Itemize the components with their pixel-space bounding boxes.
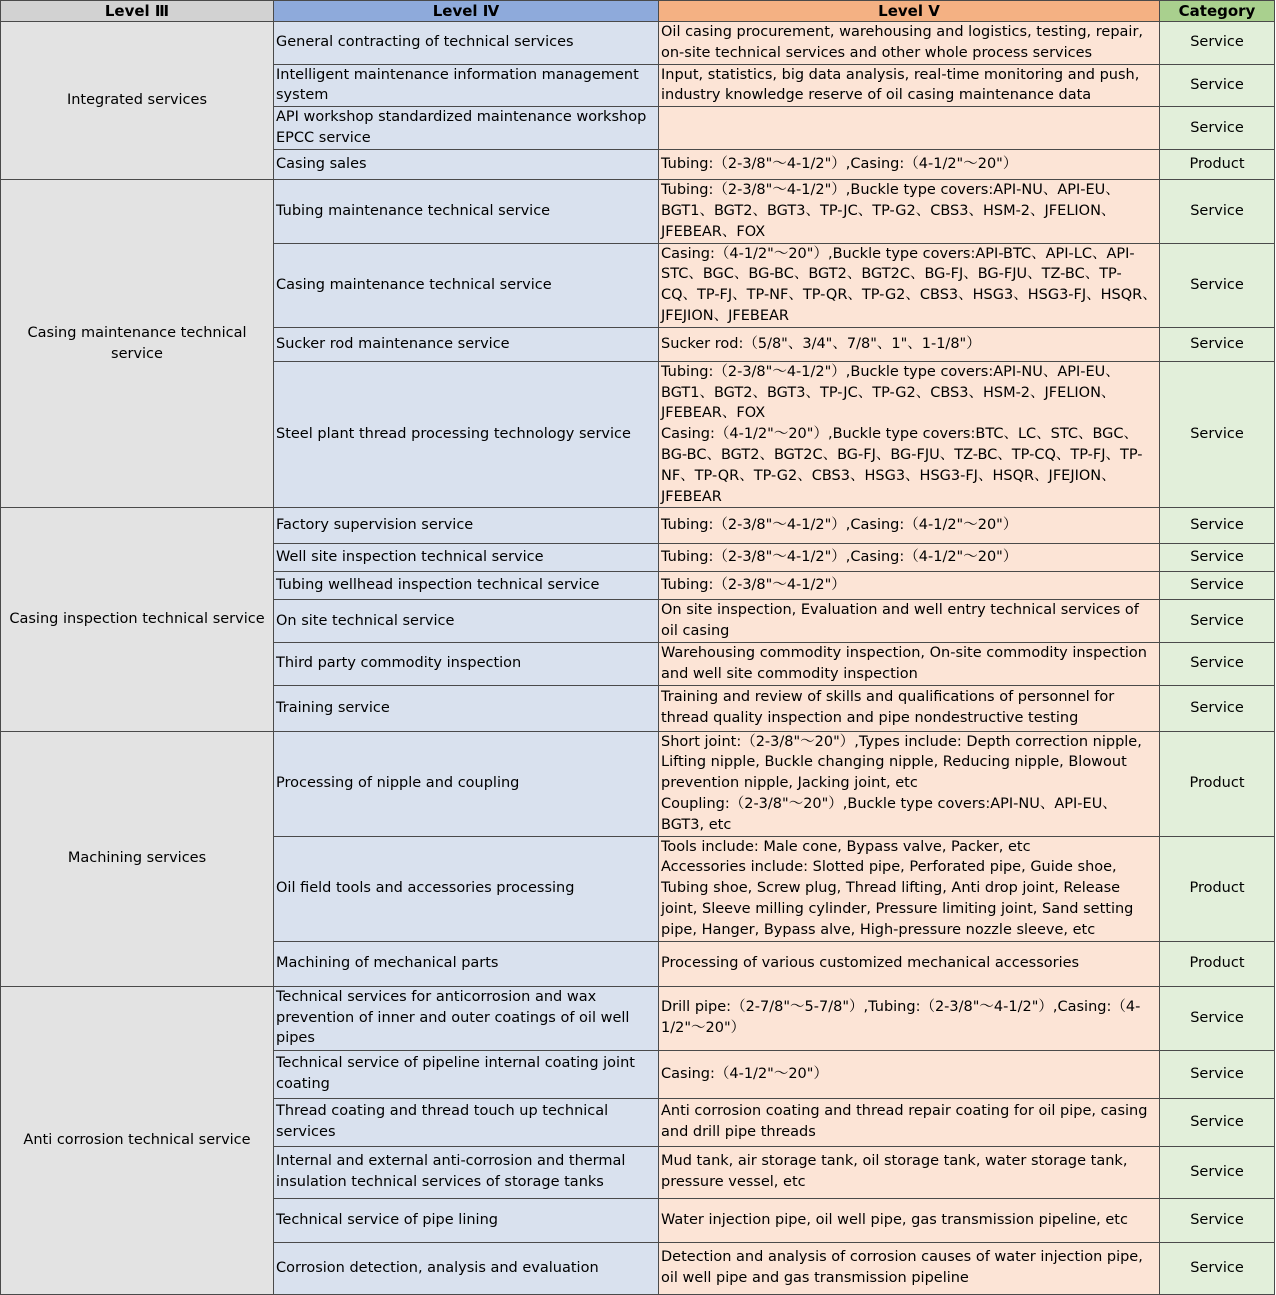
level4-cell: Technical service of pipeline internal coating joint coating	[274, 1050, 659, 1098]
table-row	[1, 22, 1275, 65]
table-row	[1, 731, 1275, 836]
level4-cell: Oil field tools and accessories processing	[274, 836, 659, 941]
header-level4: Level Ⅳ	[274, 1, 659, 22]
level5-cell: Input, statistics, big data analysis, real-time monitoring and push, industry knowledge reserve of oil casing maintenance data	[659, 64, 1160, 107]
table-row	[1, 508, 1275, 544]
level5-cell: Drill pipe:（2-7/8"～5-7/8"）,Tubing:（2-3/8"～4-1/2"）,Casing:（4-1/2"～20"）	[659, 986, 1160, 1050]
level5-cell: Mud tank, air storage tank, oil storage tank, water storage tank, pressure vessel, etc	[659, 1146, 1160, 1198]
level4-cell: Technical services for anticorrosion and wax prevention of inner and outer coatings of oil well pipes	[274, 986, 659, 1050]
level5-cell: Water injection pipe, oil well pipe, gas transmission pipeline, etc	[659, 1198, 1160, 1242]
level4-cell: Tubing wellhead inspection technical service	[274, 572, 659, 600]
category-cell: Service	[1160, 107, 1275, 150]
level5-cell: On site inspection, Evaluation and well entry technical services of oil casing	[659, 600, 1160, 643]
level4-cell: Internal and external anti-corrosion and thermal insulation technical services of storage tanks	[274, 1146, 659, 1198]
level5-cell: Casing:（4-1/2"～20"）,Buckle type covers:API-BTC、API-LC、API-STC、BGC、BG-BC、BGT2、BGT2C、BG-FJ、BG-FJU、TZ-BC、TP-CQ、TP-FJ、TP-NF、TP-QR、TP-G2、CBS3、HSG3、HSG3-FJ、HSQR、JFEJION、JFEBEAR	[659, 243, 1160, 327]
category-cell: Product	[1160, 941, 1275, 986]
level5-cell: Training and review of skills and qualifications of personnel for thread quality inspection and pipe nondestructive testing	[659, 685, 1160, 731]
category-cell: Service	[1160, 1050, 1275, 1098]
level5-cell: Sucker rod:（5/8"、3/4"、7/8"、1"、1-1/8"）	[659, 327, 1160, 361]
level4-cell: Casing sales	[274, 150, 659, 180]
header-category: Category	[1160, 1, 1275, 22]
category-cell: Service	[1160, 508, 1275, 544]
level3-cell: Machining services	[1, 731, 274, 986]
category-cell: Service	[1160, 600, 1275, 643]
level4-cell: General contracting of technical services	[274, 22, 659, 65]
category-cell: Service	[1160, 22, 1275, 65]
category-cell: Service	[1160, 986, 1275, 1050]
level3-cell: Casing maintenance technical service	[1, 180, 274, 508]
level4-cell: Machining of mechanical parts	[274, 941, 659, 986]
category-cell: Service	[1160, 572, 1275, 600]
level4-cell: Thread coating and thread touch up technical services	[274, 1098, 659, 1146]
header-row	[1, 1, 1275, 22]
level5-cell: Tubing:（2-3/8"～4-1/2"）	[659, 572, 1160, 600]
category-cell: Service	[1160, 544, 1275, 572]
table-row	[1, 986, 1275, 1050]
category-cell: Product	[1160, 150, 1275, 180]
category-cell: Product	[1160, 731, 1275, 836]
level4-cell: Casing maintenance technical service	[274, 243, 659, 327]
category-cell: Service	[1160, 1242, 1275, 1294]
level5-cell	[659, 107, 1160, 150]
category-cell: Service	[1160, 243, 1275, 327]
level4-cell: Third party commodity inspection	[274, 642, 659, 685]
level5-cell: Tubing:（2-3/8"～4-1/2"）,Casing:（4-1/2"～20"）	[659, 544, 1160, 572]
level4-cell: Technical service of pipe lining	[274, 1198, 659, 1242]
level5-cell: Tools include: Male cone, Bypass valve, Packer, etc Accessories include: Slotted pipe, Perforated pipe, Guide shoe, Tubing shoe, Screw plug, Thread lifting, Anti drop joint, Release joint, Sleeve milling cylinder, Pressure limiting joint, Sand setting pipe, Hanger, Bypass alve, High-pressure nozzle sleeve, etc	[659, 836, 1160, 941]
table-body	[1, 22, 1275, 1295]
category-cell: Service	[1160, 1198, 1275, 1242]
category-cell: Service	[1160, 64, 1275, 107]
level5-cell: Tubing:（2-3/8"～4-1/2"）,Buckle type covers:API-NU、API-EU、BGT1、BGT2、BGT3、TP-JC、TP-G2、CBS3、HSM-2、JFELION、JFEBEAR、FOX	[659, 180, 1160, 243]
level4-cell: Processing of nipple and coupling	[274, 731, 659, 836]
category-cell: Service	[1160, 361, 1275, 508]
category-cell: Product	[1160, 836, 1275, 941]
level4-cell: Steel plant thread processing technology service	[274, 361, 659, 508]
level3-cell: Anti corrosion technical service	[1, 986, 274, 1294]
table-row	[1, 180, 1275, 243]
category-cell: Service	[1160, 1146, 1275, 1198]
level3-cell: Casing inspection technical service	[1, 508, 274, 731]
level4-cell: Corrosion detection, analysis and evaluation	[274, 1242, 659, 1294]
level4-cell: Well site inspection technical service	[274, 544, 659, 572]
category-cell: Service	[1160, 327, 1275, 361]
level5-cell: Tubing:（2-3/8"～4-1/2"）,Buckle type covers:API-NU、API-EU、BGT1、BGT2、BGT3、TP-JC、TP-G2、CBS3、HSM-2、JFELION、JFEBEAR、FOX Casing:（4-1/2"～20"）,Buckle type covers:BTC、LC、STC、BGC、BG-BC、BGT2、BGT2C、BG-FJ、BG-FJU、TZ-BC、TP-CQ、TP-FJ、TP-NF、TP-QR、TP-G2、CBS3、HSG3、HSG3-FJ、HSQR、JFEJION、JFEBEAR	[659, 361, 1160, 508]
level4-cell: Factory supervision service	[274, 508, 659, 544]
category-cell: Service	[1160, 180, 1275, 243]
category-cell: Service	[1160, 642, 1275, 685]
level4-cell: Training service	[274, 685, 659, 731]
header-level3: Level Ⅲ	[1, 1, 274, 22]
level4-cell: API workshop standardized maintenance workshop EPCC service	[274, 107, 659, 150]
level5-cell: Anti corrosion coating and thread repair coating for oil pipe, casing and drill pipe threads	[659, 1098, 1160, 1146]
level5-cell: Detection and analysis of corrosion causes of water injection pipe, oil well pipe and gas transmission pipeline	[659, 1242, 1160, 1294]
level5-cell: Processing of various customized mechanical accessories	[659, 941, 1160, 986]
level5-cell: Oil casing procurement, warehousing and logistics, testing, repair, on-site technical services and other whole process services	[659, 22, 1160, 65]
category-cell: Service	[1160, 685, 1275, 731]
level5-cell: Tubing:（2-3/8"～4-1/2"）,Casing:（4-1/2"～20"）	[659, 150, 1160, 180]
level5-cell: Tubing:（2-3/8"～4-1/2"）,Casing:（4-1/2"～20"）	[659, 508, 1160, 544]
level3-cell: Integrated services	[1, 22, 274, 180]
level5-cell: Warehousing commodity inspection, On-site commodity inspection and well site commodity inspection	[659, 642, 1160, 685]
level4-cell: Sucker rod maintenance service	[274, 327, 659, 361]
level5-cell: Casing:（4-1/2"～20"）	[659, 1050, 1160, 1098]
level4-cell: Tubing maintenance technical service	[274, 180, 659, 243]
level4-cell: On site technical service	[274, 600, 659, 643]
category-cell: Service	[1160, 1098, 1275, 1146]
level5-cell: Short joint:（2-3/8"～20"）,Types include: Depth correction nipple, Lifting nipple, Buckle changing nipple, Reducing nipple, Blowout prevention nipple, Jacking joint, etc Coupling:（2-3/8"～20"）,Buckle type covers:API-NU、API-EU、BGT3, etc	[659, 731, 1160, 836]
header-level5: Level Ⅴ	[659, 1, 1160, 22]
level4-cell: Intelligent maintenance information management system	[274, 64, 659, 107]
